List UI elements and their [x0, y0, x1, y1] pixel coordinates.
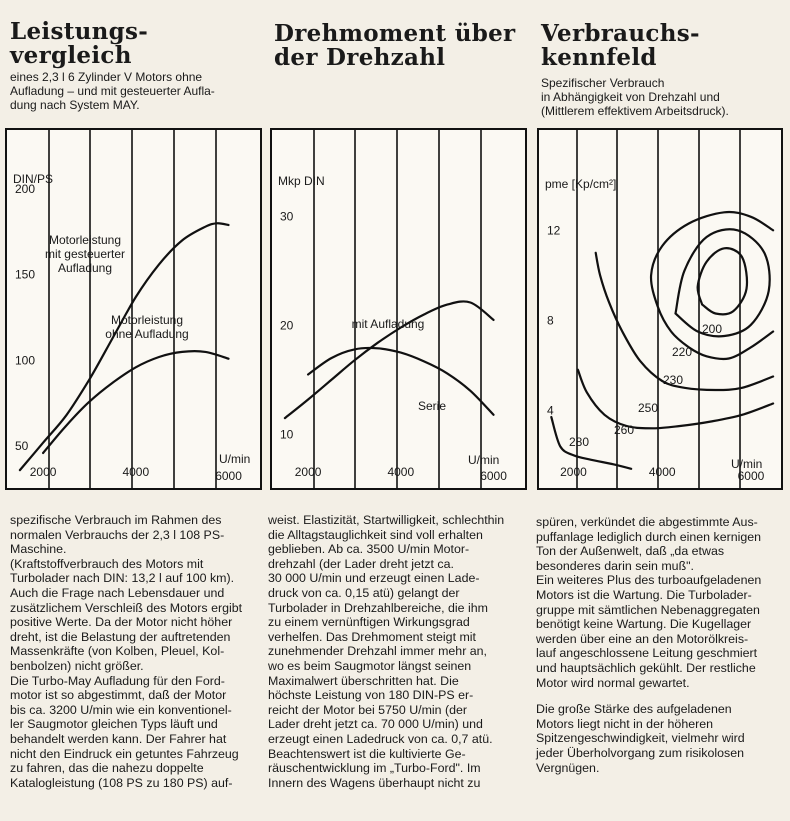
text-line: ler Saugmotor gleichen Typs läuft und: [10, 717, 218, 732]
text-line: Vergnügen.: [536, 760, 600, 775]
y-tick-label: 8: [547, 313, 554, 328]
series-label-line: 260: [613, 423, 635, 437]
text-line: puffanlage lediglich durch einen kernigen: [536, 529, 762, 544]
series-label-line: Serie: [417, 399, 447, 413]
text-line: Spitzengeschwindigkeit, vielmehr wird: [536, 731, 745, 746]
text-line: spüren, verkündet die abgestimmte Aus-: [536, 515, 758, 529]
text-line: nicht den Eindruck ein getuntes Fahrzeug: [10, 746, 239, 761]
text-line: und hauptsächlich gekühlt. Der restliche: [536, 660, 756, 675]
text-line: Maximalwert überschritten hat. Die: [268, 673, 459, 688]
subtitle-line: Spezifischer Verbrauch: [541, 76, 665, 90]
text-line: drehzahl (der Lader dreht jetzt ca.: [268, 556, 454, 571]
text-line: wo es beim Saugmotor längst seinen: [268, 658, 472, 673]
heading-line: Leistungs-: [10, 18, 149, 45]
series-label-line: 220: [671, 345, 693, 359]
heading-line: der Drehzahl: [274, 44, 446, 71]
x-tick-label: 4000: [648, 465, 676, 479]
subtitle-line: Aufladung – und mit gesteuerter Aufla-: [10, 84, 215, 98]
heading-line: kennfeld: [541, 44, 657, 71]
series-label: [418, 399, 446, 413]
chart-drehmoment-svg: [270, 128, 527, 493]
text-line: positive Werte. Da der Motor nicht höher: [10, 615, 233, 630]
text-line: Motor wird normal gewartet.: [536, 675, 690, 690]
x-tick-label: 6000: [215, 469, 242, 483]
y-axis-label: pme [Kp/cm²]: [545, 177, 617, 191]
text-line: Beachtenswert ist die kultivierte Ge-: [268, 746, 466, 761]
text-line: zu fahren, das die nahezu doppelte: [10, 761, 204, 776]
text-line: zu einem vernünftigen Wirkungsgrad: [268, 615, 470, 630]
y-tick-label: 12: [547, 223, 561, 238]
y-tick-label: 10: [280, 427, 294, 442]
series-label-line: Aufladung: [57, 261, 113, 275]
text-line: Motors liegt nicht in der höheren: [536, 716, 714, 731]
x-axis-label: U/min: [468, 453, 500, 467]
series-label-line: mit gesteuerter: [44, 247, 126, 261]
text-line: weist. Elastizität, Startwilligkeit, schlechthin: [268, 513, 505, 527]
text-line: druck von ca. 0,15 atü) gelangt der: [268, 585, 460, 600]
y-tick-label: 200: [15, 182, 36, 196]
series-label-line: ohne Aufladung: [105, 327, 189, 341]
heading-line: vergleich: [10, 42, 132, 69]
heading-verbrauchskennfeld: [541, 22, 700, 70]
text-line: motor ist so abgestimmt, daß der Motor: [10, 688, 227, 703]
series-label: [105, 313, 188, 341]
text-column-1: [10, 513, 268, 790]
x-axis-label: U/min: [219, 452, 251, 466]
subtitle-line: eines 2,3 l 6 Zylinder V Motors ohne: [10, 70, 203, 84]
text-column-3: [536, 515, 786, 775]
text-line: zusätzlichem Verschleiß des Motors ergibt: [10, 600, 243, 615]
text-line: normalen Verbrauchs der 2,3 l 108 PS-: [10, 527, 225, 542]
text-line: räuschentwicklung im „Turbo-Ford". Im: [268, 761, 481, 776]
y-tick-label: 150: [15, 267, 36, 282]
series-label: [352, 317, 425, 331]
text-line: Turbolader in Drehzahlbereiche, die ihm: [268, 600, 488, 615]
text-line: Lader dreht jetzt ca. 70 000 U/min) und: [268, 717, 483, 732]
subtitle-verbrauchskennfeld: [541, 76, 729, 118]
chart-leistungsvergleich-svg: [5, 128, 262, 493]
x-tick-label: 4000: [122, 465, 150, 479]
x-tick-label: 4000: [387, 465, 415, 479]
series-label: [569, 435, 589, 449]
text-line: die Alltagstauglichkeit sind voll erhalten: [268, 527, 483, 542]
series-label-line: 200: [701, 322, 723, 336]
text-line: geblieben. Ab ca. 3500 U/min Motor-: [268, 542, 470, 557]
text-line: Innern des Wagens überhaupt nicht zu: [268, 775, 481, 790]
paragraph-gap: [536, 690, 786, 702]
text-line: zunehmender Drehzahl immer mehr an,: [268, 644, 487, 659]
text-line: verhelfen. Das Drehmoment steigt mit: [268, 629, 476, 644]
chart-verbrauchskennfeld-svg: [537, 128, 783, 493]
x-axis-label: U/min: [731, 457, 763, 471]
text-line: Motors ist die Wartung. Die Turbolader-: [536, 587, 752, 602]
series-label: [638, 401, 658, 415]
text-line: Ton der Außenwelt, daß „da etwas: [536, 544, 725, 559]
text-line: Ein weiteres Plus des turboaufgeladenen: [536, 573, 762, 588]
subtitle-line: dung nach System MAY.: [10, 98, 140, 112]
heading-drehmoment: [274, 22, 515, 70]
x-tick-label: 2000: [294, 465, 322, 479]
series-label-line: 280: [568, 435, 590, 449]
series-label-line: mit Aufladung: [351, 317, 425, 331]
text-line: werden über eine an den Motorölkreis-: [536, 631, 749, 646]
series-label-line: Motorleistung: [110, 313, 184, 327]
heading-leistungsvergleich: [10, 20, 148, 68]
text-line: Maschine.: [10, 542, 67, 557]
y-tick-label: 20: [280, 318, 294, 333]
text-line: jeder Überholvorgang zum risikolosen: [536, 745, 744, 760]
text-line: dreht, ist die Belastung der auftretenden: [10, 629, 231, 644]
series-label-line: Motorleistung: [48, 233, 122, 247]
y-axis-label: DIN/PS: [13, 172, 54, 186]
subtitle-leistungsvergleich: [10, 70, 215, 112]
series-label-line: 230: [662, 373, 684, 387]
text-line: benötigt keine Wartung. Die Kugellager: [536, 617, 752, 632]
y-tick-label: 50: [15, 439, 29, 454]
y-tick-label: 100: [15, 353, 36, 368]
y-tick-label: 30: [280, 209, 294, 224]
heading-line: Verbrauchs-: [541, 20, 700, 47]
text-line: erzeugt einen Ladedruck von ca. 0,7 atü.: [268, 731, 493, 746]
text-line: bis ca. 3200 U/min wie ein konventionel-: [10, 702, 232, 717]
x-tick-label: 2000: [560, 465, 587, 479]
text-line: besonderes darin sein muß".: [536, 558, 694, 573]
text-line: höchste Leistung von 180 DIN-PS er-: [268, 688, 474, 703]
x-tick-label: 6000: [480, 469, 507, 483]
y-axis-label: Mkp DIN: [278, 174, 325, 188]
text-line: reicht der Motor bei 5750 U/min (der: [268, 702, 468, 717]
y-tick-label: 4: [547, 403, 554, 418]
series-label: [614, 423, 634, 437]
series-label-line: 250: [637, 401, 659, 415]
chart-verbrauchskennfeld: [537, 128, 783, 493]
x-tick-label: 6000: [737, 469, 765, 483]
heading-line: Drehmoment über: [274, 20, 516, 47]
x-tick-label: 2000: [29, 465, 57, 479]
chart-leistungsvergleich: [5, 128, 262, 493]
text-line: Die große Stärke des aufgeladenen: [536, 702, 732, 717]
text-line: benbolzen) nicht größer.: [10, 658, 144, 673]
text-column-2: [268, 513, 530, 790]
text-line: Massenkräfte (von Kolben, Pleuel, Kol-: [10, 644, 225, 659]
chart-drehmoment: [270, 128, 527, 493]
text-line: Katalogleistung (108 PS zu 180 PS) auf-: [10, 775, 233, 790]
text-line: Turbolader nach DIN: 13,2 l auf 100 km).: [10, 571, 235, 586]
text-line: Die Turbo-May Aufladung für den Ford-: [10, 673, 225, 688]
text-line: lauf angeschlossene Leitung geschmiert: [536, 646, 758, 661]
text-line: gruppe mit sämtlichen Nebenaggregaten: [536, 602, 760, 617]
text-line: Auch die Frage nach Lebensdauer und: [10, 585, 225, 600]
subtitle-line: in Abhängigkeit von Drehzahl und: [541, 90, 720, 104]
text-line: 30 000 U/min und erzeugt einen Lade-: [268, 571, 480, 586]
subtitle-line: (Mittlerem effektivem Arbeitsdruck).: [541, 104, 729, 118]
text-line: (Kraftstoffverbrauch des Motors mit: [10, 556, 204, 571]
text-line: spezifische Verbrauch im Rahmen des: [10, 513, 222, 527]
text-line: behandelt werden kann. Der Fahrer hat: [10, 731, 227, 746]
